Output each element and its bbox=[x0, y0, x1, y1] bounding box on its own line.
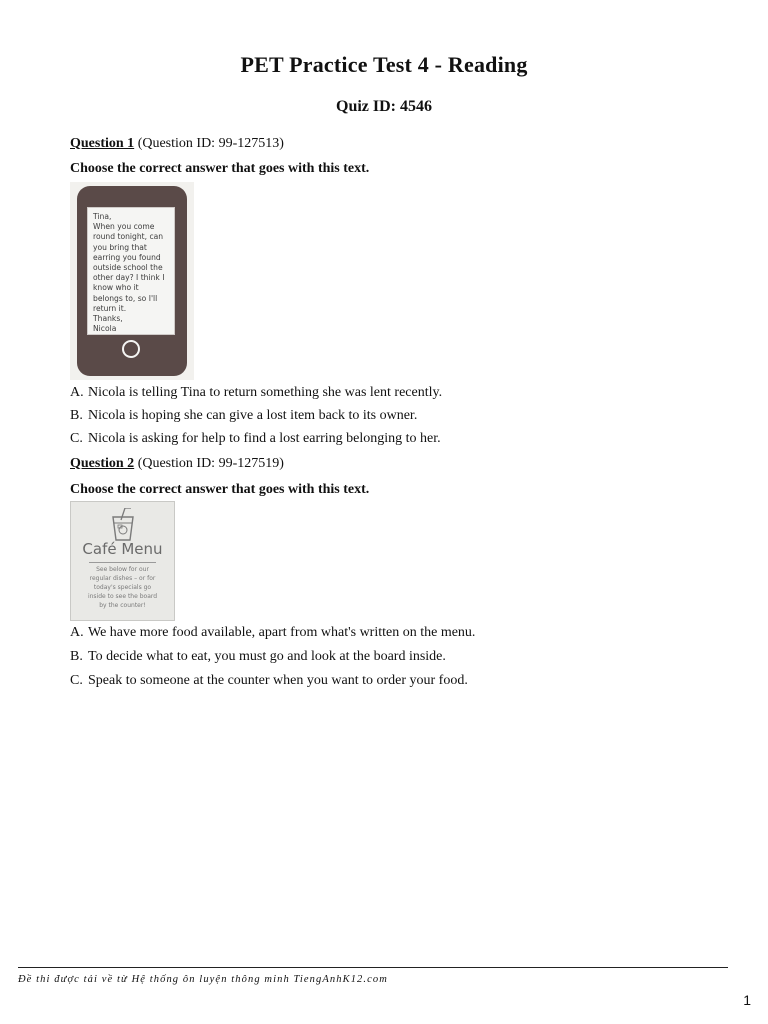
option-letter: A. bbox=[70, 385, 84, 400]
option-letter: C. bbox=[70, 673, 83, 688]
question-2-option-c[interactable] bbox=[70, 673, 468, 689]
question-1-label: Question 1 bbox=[70, 136, 135, 151]
divider bbox=[89, 562, 156, 563]
option-text: To decide what to eat, you must go and look at the board inside. bbox=[88, 649, 446, 664]
home-button-icon bbox=[122, 340, 140, 358]
question-2-id: (Question ID: 99-127519) bbox=[137, 456, 284, 471]
question-1-option-b[interactable] bbox=[70, 408, 417, 424]
drink-glass-icon bbox=[109, 508, 137, 542]
option-text: Nicola is asking for help to find a lost earring belonging to her. bbox=[88, 431, 441, 446]
option-letter: B. bbox=[70, 649, 83, 664]
option-letter: A. bbox=[70, 625, 84, 640]
option-text: We have more food available, apart from what's written on the menu. bbox=[88, 625, 476, 640]
option-letter: C. bbox=[70, 431, 83, 446]
footer-divider bbox=[18, 967, 728, 968]
cafe-menu-text: See below for our regular dishes – or for today's specials go inside to see the board by the counter! bbox=[87, 566, 158, 609]
option-text: Speak to someone at the counter when you want to order your food. bbox=[88, 673, 468, 688]
phone-message-text: Tina, When you come round tonight, can you bring that earring you found outside school the other day? I think I know who it belongs to, so I'll return it. Thanks, Nicola bbox=[87, 207, 175, 335]
question-1-id: (Question ID: 99-127513) bbox=[137, 136, 284, 151]
page-number: 1 bbox=[743, 992, 751, 1008]
option-text: Nicola is telling Tina to return something she was lent recently. bbox=[88, 385, 443, 400]
footer-text: Đề thi được tải về từ Hệ thống ôn luyện thông minh TiengAnhK12.com bbox=[18, 974, 388, 985]
smartphone-icon bbox=[77, 186, 187, 376]
question-1-option-c[interactable] bbox=[70, 431, 441, 447]
question-2-instruction: Choose the correct answer that goes with this text. bbox=[70, 482, 370, 497]
question-1-instruction: Choose the correct answer that goes with this text. bbox=[70, 161, 370, 176]
question-2-label: Question 2 bbox=[70, 456, 135, 471]
question-1-header bbox=[70, 136, 284, 152]
question-2-option-a[interactable] bbox=[70, 625, 475, 641]
question-2-image bbox=[70, 501, 175, 621]
option-letter: B. bbox=[70, 408, 83, 423]
cafe-menu-title: Café Menu bbox=[82, 540, 163, 558]
page-title: PET Practice Test 4 - Reading bbox=[240, 52, 528, 77]
quiz-id: Quiz ID: 4546 bbox=[336, 98, 432, 115]
option-text: Nicola is hoping she can give a lost item back to its owner. bbox=[88, 408, 418, 423]
question-2-option-b[interactable] bbox=[70, 649, 446, 665]
question-1-option-a[interactable] bbox=[70, 385, 442, 401]
question-2-header bbox=[70, 456, 284, 472]
question-1-image bbox=[70, 182, 194, 380]
